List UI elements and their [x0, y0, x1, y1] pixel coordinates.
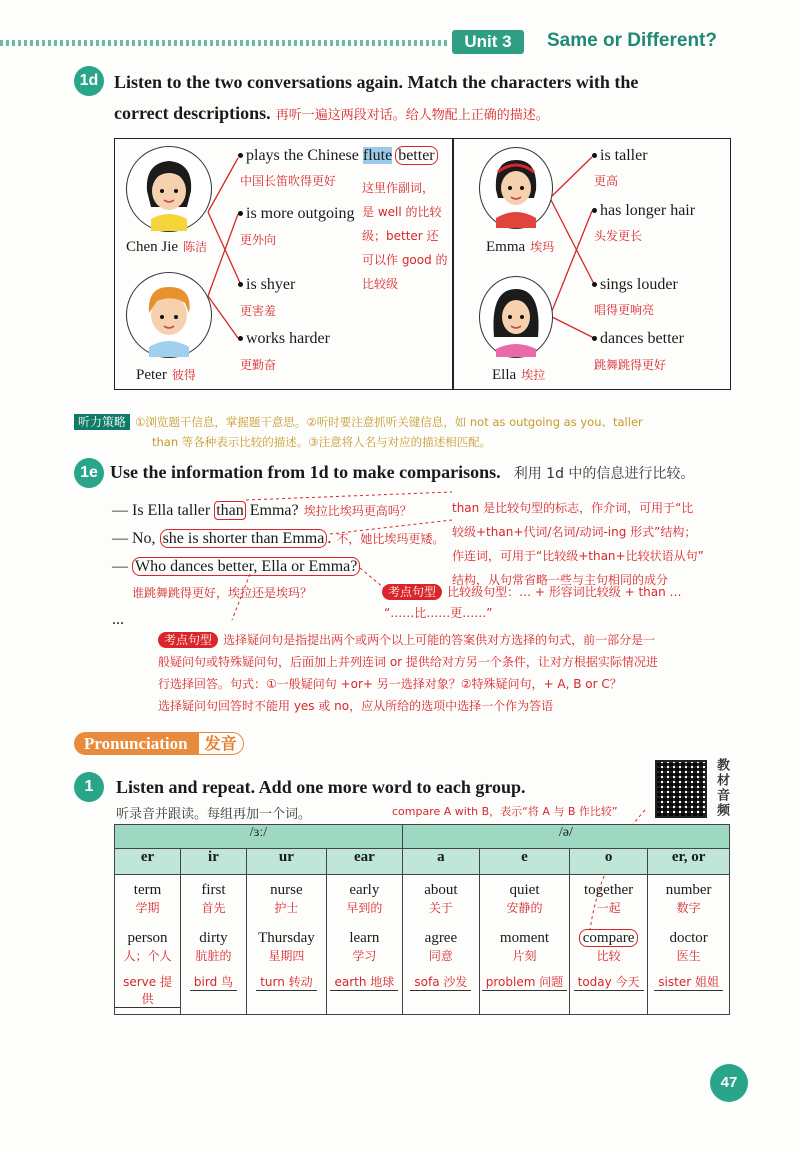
word: agree	[424, 930, 458, 946]
section-1d-number: 1d	[74, 66, 104, 96]
word: nurse	[270, 882, 303, 898]
note-line: 比较级	[362, 277, 399, 291]
word-cell	[402, 875, 479, 1015]
pronunciation-tag-cn: 发音	[198, 732, 244, 755]
word-cell	[181, 875, 247, 1015]
section-1e-instruction: Use the information from 1d to make comparisons.	[110, 462, 501, 482]
section-1e-instruction-cn: 利用 1d 中的信息进行比较。	[513, 466, 695, 482]
word: together	[584, 882, 634, 898]
desc-cn: 更高	[594, 174, 619, 188]
word-cell	[569, 875, 647, 1015]
added-word: today 今天	[574, 973, 644, 991]
tip-line: than 等各种表示比较的描述。③注意将人名与对应的描述相匹配。	[152, 435, 492, 449]
section-1-instruction: Listen and repeat. Add one more word to each group.	[116, 777, 526, 797]
dialog-text: —	[112, 558, 132, 575]
word-cn: 医生	[676, 949, 701, 963]
note-line: 这里作副词，	[362, 181, 435, 195]
word-cn: 学习	[352, 949, 377, 963]
word-cell	[246, 875, 326, 1015]
word: Thursday	[258, 930, 315, 946]
dialog-text: — Is Ella taller	[112, 502, 215, 519]
word-cn: 早到的	[346, 901, 383, 915]
note-line: 级；better 还	[362, 229, 439, 243]
spelling-header: ur	[246, 849, 326, 875]
desc-cn: 更勤奋	[240, 358, 277, 372]
desc-text: is shyer	[246, 276, 296, 293]
word-cn: 比较	[596, 949, 621, 963]
desc-circled-better: better	[395, 146, 437, 165]
word-cn: 肮脏的	[195, 949, 232, 963]
desc-cn: 唱得更响亮	[594, 303, 655, 317]
person-name: Ella	[492, 367, 517, 383]
word: learn	[349, 930, 380, 946]
section-1d-instruction-b: correct descriptions.	[114, 103, 271, 123]
spelling-header: o	[569, 849, 647, 875]
word-cn: 一起	[596, 901, 621, 915]
person-name-cn: 彼得	[171, 368, 196, 382]
word-cell	[327, 875, 403, 1015]
word-cn: 片刻	[512, 949, 537, 963]
word: person	[127, 930, 168, 946]
section-1-instruction-cn: 听录音并跟读。每组再加一个词。	[116, 807, 312, 822]
word: doctor	[669, 930, 708, 946]
person-name-cn: 陈洁	[183, 240, 208, 254]
word: early	[349, 882, 380, 898]
keypoint-text: 选择疑问句是指提出两个或两个以上可能的答案供对方选择的句式，前一部分是一	[223, 633, 656, 647]
section-1d-instruction-cn: 再听一遍这两段对话。给人物配上正确的描述。	[275, 108, 549, 123]
word: term	[133, 882, 162, 898]
keypoint-text: 选择疑问句回答时不能用 yes 或 no，应从所给的选项中选择一个作为答语	[158, 699, 554, 713]
phonics-table	[114, 824, 730, 1015]
added-word: serve 提供	[115, 973, 180, 1008]
spelling-header: a	[402, 849, 479, 875]
word: first	[201, 882, 226, 898]
word-cn: 安静的	[506, 901, 543, 915]
word: dirty	[199, 930, 228, 946]
note-line: 是 well 的比较	[362, 205, 442, 219]
word-cn: 首先	[201, 901, 226, 915]
dialog-text: .	[327, 530, 332, 547]
dialog-cn: 不，她比埃玛更矮。	[336, 532, 445, 546]
desc-cn: 跳舞跳得更好	[594, 358, 667, 372]
note-line: 结构，从句常省略一些与主句相同的成分	[452, 573, 669, 587]
page-number: 47	[710, 1064, 748, 1102]
desc-text: has longer hair	[600, 202, 696, 219]
desc-cn: 更外向	[240, 233, 277, 247]
pronunciation-tag: Pronunciation	[74, 732, 198, 755]
added-word: bird 鸟	[190, 973, 237, 991]
unit-badge: Unit 3	[452, 30, 524, 54]
person-name-cn: 埃拉	[521, 368, 546, 382]
note-line: 较级+than+代词/名词/动词-ing 形式”结构；	[452, 525, 697, 539]
word-cell	[648, 875, 730, 1015]
spelling-header: ear	[327, 849, 403, 875]
desc-text: works harder	[246, 330, 330, 347]
desc-text: is taller	[600, 147, 648, 164]
desc-cn: 更害羞	[240, 304, 277, 318]
tip-line: ①浏览题干信息，掌握题干意思。②听时要注意抓听关键信息，如 not as outgoing as you、taller	[135, 415, 643, 429]
desc-text: dances better	[600, 330, 684, 347]
person-name: Emma	[486, 239, 526, 255]
tip-tag: 听力策略	[74, 414, 130, 430]
note-line: 作连词，可用于“比较级+than+比较状语从句”	[452, 549, 704, 563]
keypoint-tag: 考点句型	[158, 632, 218, 648]
word: about	[424, 882, 458, 898]
note-line: than 是比较句型的标志，作介词，可用于“比	[452, 501, 694, 515]
word-cell	[115, 875, 181, 1015]
desc-text: plays the Chinese	[246, 147, 363, 164]
word-cn: 关于	[428, 901, 453, 915]
added-word: problem 问题	[482, 973, 567, 991]
added-word: earth 地球	[330, 973, 398, 991]
person-name: Chen Jie	[126, 239, 179, 255]
word-cn: 星期四	[268, 949, 305, 963]
phoneme-header-1: /ɜː/	[115, 825, 403, 849]
section-1d-instruction: Listen to the two conversations again. Match the characters with the	[114, 72, 639, 92]
word: moment	[499, 930, 550, 946]
added-word: turn 转动	[256, 973, 316, 991]
desc-cn: 头发更长	[594, 229, 643, 243]
word-cn: 学期	[135, 901, 160, 915]
word-cn: 同意	[428, 949, 453, 963]
keypoint-text: 般疑问句或特殊疑问句，后面加上并列连词 or 提供给对方另一个条件，让对方根据实际情况进	[158, 655, 658, 669]
person-name-cn: 埃玛	[530, 240, 555, 254]
desc-text: is more outgoing	[246, 205, 355, 222]
word: quiet	[509, 882, 540, 898]
added-word: sofa 沙发	[410, 973, 471, 991]
word-circled-compare: compare	[579, 929, 639, 947]
added-word: sister 姐姐	[654, 973, 723, 991]
compare-note: compare A with B，表示“将 A 与 B 作比较”	[392, 805, 618, 818]
qr-label: 教材音频	[714, 758, 729, 818]
section-1-number: 1	[74, 772, 104, 802]
word: number	[665, 882, 712, 898]
spelling-header: er, or	[648, 849, 730, 875]
dialog-circled-than: than	[216, 502, 244, 519]
word-cn: 人；个人	[123, 949, 172, 963]
dialog-circled-question: Who dances better, Ella or Emma?	[132, 557, 360, 576]
phoneme-header-2: /ə/	[402, 825, 729, 849]
word-cell	[480, 875, 570, 1015]
word-cn: 数字	[676, 901, 701, 915]
dialog-circled-clause: she is shorter than Emma	[160, 529, 328, 548]
dialog-text: Emma?	[245, 502, 299, 519]
dialog-text: — No,	[112, 530, 160, 547]
note-line: 可以作 good 的	[362, 253, 448, 267]
keypoint-text: 比较级句型：… + 形容词比较级 + than …	[447, 585, 682, 599]
spelling-header: ir	[181, 849, 247, 875]
desc-cn: 中国长笛吹得更好	[240, 174, 337, 188]
desc-text: sings louder	[600, 276, 678, 293]
person-name: Peter	[136, 367, 167, 383]
section-1e-number: 1e	[74, 458, 104, 488]
dialog-ellipsis: ...	[112, 611, 124, 628]
word-cn: 护士	[274, 901, 299, 915]
keypoint-text: “……比……更……”	[384, 606, 493, 620]
dialog-cn: 谁跳舞跳得更好，埃拉还是埃玛？	[132, 586, 313, 600]
dialog-cn: 埃拉比埃玛更高吗？	[303, 504, 412, 518]
keypoint-tag: 考点句型	[382, 584, 442, 600]
spelling-header: er	[115, 849, 181, 875]
spelling-header: e	[480, 849, 570, 875]
unit-title: Same or Different?	[547, 30, 717, 51]
keypoint-text: 行选择回答。句式：①一般疑问句 +or+ 另一选择对象？②特殊疑问句，+ A, B or C？	[158, 677, 622, 691]
desc-highlight: flute	[362, 147, 393, 164]
